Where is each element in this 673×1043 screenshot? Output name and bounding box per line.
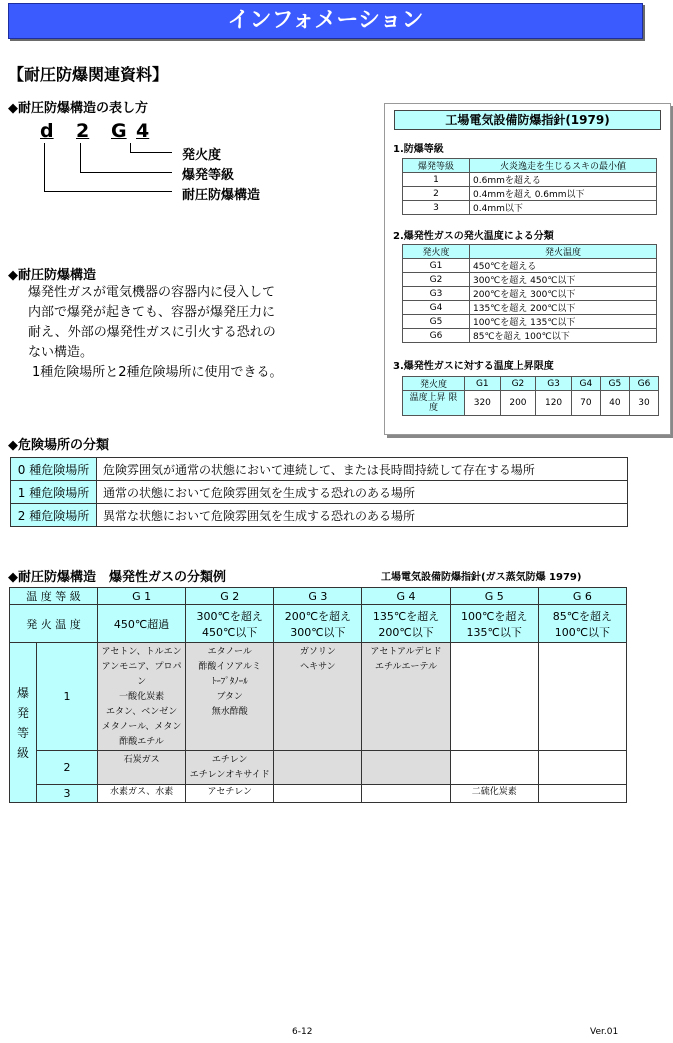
structure-heading: ◆耐圧防爆構造: [8, 268, 96, 283]
version-label: Ver.01: [590, 1027, 619, 1037]
danger-heading: ◆危険場所の分類: [8, 438, 109, 453]
classification-table: 温 度 等 級 G 1 G 2 G 3 G 4 G 5 G 6 発 火 温 度 450℃超過 300℃を超え 450℃以下 200℃を超え 300℃以下 135℃を超え 200℃以下 100℃を超え 135℃以下 85℃を超え 100℃以下 爆 発 等 級 1 アセトン、トルエン アンモニア、プロパン 一酸化炭素 エタン、ベンゼン メタノール、メタン 酢酸エチル エタノール 酢酸イソアルミ ﾄｰﾌﾟﾀﾉｰﾙ ブタン 無水酢酸 ガソリン ヘキサン アセトアルデヒド エチルエーテル 2 石炭ガス エチレン エチレンオキサイド 3 水素ガス、水素 アセチレン 二硫化炭素: [9, 587, 627, 803]
page-number: 6-12: [292, 1027, 313, 1037]
ignition-temp-table: 発火度 発火温度 G1 450℃を超える G2 300℃を超え 450℃以下 G3 200℃を超え 300℃以下 G4 135℃を超え 200℃以下 G5 100℃を超え 135℃以下 G6 85℃を超え 100℃以下: [402, 244, 657, 343]
code-char-g: G: [111, 120, 127, 142]
label-explosion-class: 爆発等級: [182, 168, 235, 183]
guide-sec2-title: 2.爆発性ガスの発火温度による分類: [393, 231, 554, 242]
code-char-d: d: [40, 120, 54, 142]
structure-description: [28, 283, 328, 383]
code-heading: ◆耐圧防爆構造の表し方: [8, 101, 148, 116]
temp-rise-table: 発火度 G1 G2 G3 G4 G5 G6 温度上昇 限 度 320 200 120 70 40 30: [402, 376, 659, 416]
desc-line: 爆発性ガスが電気機器の容器内に侵入して: [28, 285, 276, 300]
section-title: 【耐圧防爆関連資料】: [8, 65, 169, 84]
desc-line: ない構造。: [28, 345, 94, 360]
desc-line: 1種危険場所と2種危険場所に使用できる。: [32, 365, 283, 380]
guide-box: [384, 103, 671, 435]
class-heading: ◆耐圧防爆構造 爆発性ガスの分類例: [8, 570, 226, 585]
code-char-2: 2: [76, 120, 90, 142]
explosion-class-table: 爆発等級 火炎逸走を生じるスキの最小値 1 0.6mmを超える 2 0.4mmを超え 0.6mm以下 3 0.4mm以下: [402, 158, 657, 215]
danger-table: 0 種危険場所 危険雰囲気が通常の状態において連続して、または長時間持続して存在する場所 1 種危険場所 通常の状態において危険雰囲気を生成する恐れのある場所 2 種危険場所 異常な状態において危険雰囲気を生成する恐れのある場所: [10, 457, 628, 527]
code-char-4: 4: [136, 120, 150, 142]
desc-line: 内部で爆発が起きても、容器が爆発圧力に: [28, 305, 276, 320]
page-banner: インフォメーション: [8, 3, 643, 39]
guide-sec1-title: 1.防爆等級: [393, 144, 444, 155]
guide-sec3-title: 3.爆発性ガスに対する温度上昇限度: [393, 361, 554, 372]
desc-line: 耐え、外部の爆発性ガスに引火する恐れの: [28, 325, 276, 340]
label-flameproof: 耐圧防爆構造: [182, 188, 261, 203]
label-ignition-grade: 発火度: [182, 148, 222, 163]
class-source: 工場電気設備防爆指針(ガス蒸気防爆 1979): [381, 572, 582, 583]
guide-title: 工場電気設備防爆指針(1979): [394, 110, 661, 130]
